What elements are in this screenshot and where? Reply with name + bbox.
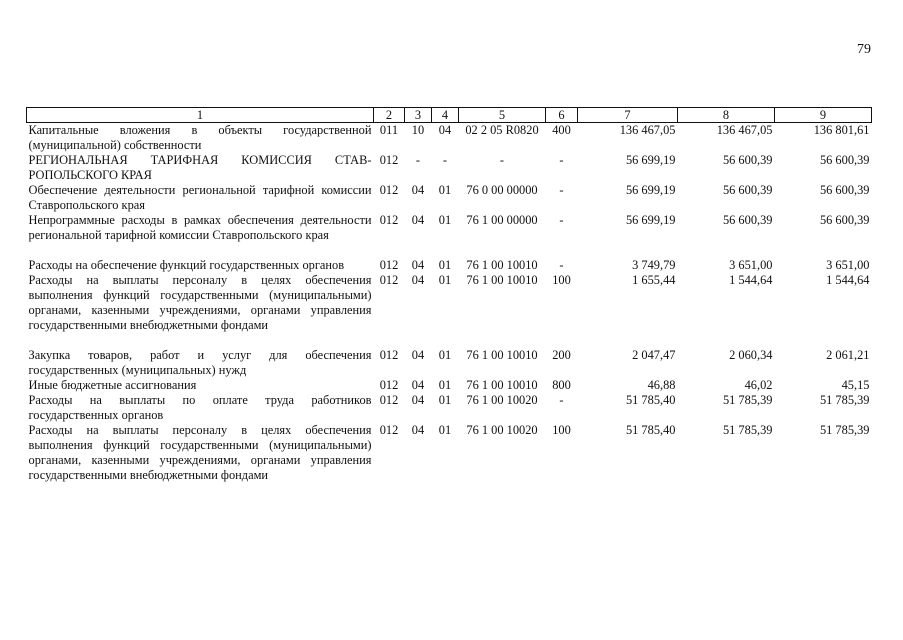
row-col8: 46,02	[744, 378, 773, 392]
row-col5: 76 1 00 10020	[466, 423, 538, 437]
row-col4: 01	[438, 183, 452, 197]
row-name: Непрограммные расходы в рамках обеспечения деятельности региональной тарифной комиссии Ставропольского края	[28, 213, 372, 242]
row-col7: 46,88	[647, 378, 676, 392]
row-col6: -	[559, 258, 564, 272]
row-col8: 136 467,05	[716, 123, 773, 137]
table-row	[27, 153, 872, 183]
row-col2: 011	[379, 123, 399, 137]
table-row	[27, 378, 872, 393]
row-col9: 56 600,39	[819, 153, 870, 167]
row-col3: 10	[411, 123, 425, 137]
row-col9: 56 600,39	[819, 183, 870, 197]
row-name: Закупка товаров, работ и услуг для обеспечения государственных (муниципальных) нужд	[28, 348, 372, 377]
row-name: Расходы на обеспечение функций государственных органов	[28, 258, 345, 272]
row-col7: 56 699,19	[625, 213, 676, 227]
row-col7: 51 785,40	[625, 393, 676, 407]
row-col3: 04	[411, 423, 425, 437]
col-header-1: 1	[27, 108, 374, 123]
row-col2: 012	[379, 348, 399, 362]
row-col9: 45,15	[841, 378, 870, 392]
row-col8: 56 600,39	[722, 153, 773, 167]
row-col2: 012	[379, 393, 399, 407]
row-spacer	[27, 243, 872, 258]
row-col2: 012	[379, 273, 399, 287]
row-col4: -	[442, 153, 448, 167]
row-col3: 04	[411, 393, 425, 407]
row-col9: 51 785,39	[819, 393, 870, 407]
row-col3: 04	[411, 213, 425, 227]
col-header-5: 5	[459, 108, 546, 123]
row-col7: 51 785,40	[625, 423, 676, 437]
row-col5: 76 0 00 00000	[466, 183, 538, 197]
col-header-6: 6	[546, 108, 578, 123]
row-name: Капитальные вложения в объекты государственной (муниципальной) собственности	[28, 123, 372, 152]
row-col4: 01	[438, 393, 452, 407]
row-col4: 01	[438, 258, 452, 272]
row-col8: 3 651,00	[729, 258, 773, 272]
row-col5: 76 1 00 10010	[466, 378, 538, 392]
row-name: Расходы на выплаты по оплате труда работников государственных органов	[28, 393, 372, 422]
row-col7: 2 047,47	[632, 348, 676, 362]
row-col4: 04	[438, 123, 452, 137]
page-number: 79	[857, 42, 871, 57]
row-col7: 56 699,19	[625, 153, 676, 167]
row-col8: 2 060,34	[729, 348, 773, 362]
table-row	[27, 273, 872, 333]
row-col9: 51 785,39	[819, 423, 870, 437]
row-name: Расходы на выплаты персоналу в целях обеспечения выполнения функций государственными (муниципальными) органами, казенными учреждениями, органами управления государственными внебюджетными фондами	[28, 423, 372, 482]
budget-table	[26, 107, 872, 483]
row-name: Расходы на выплаты персоналу в целях обеспечения выполнения функций государственными (муниципальными) органами, казенными учреждениями, органами управления государственными внебюджетными фондами	[28, 273, 372, 332]
row-col7: 3 749,79	[632, 258, 676, 272]
row-col4: 01	[438, 423, 452, 437]
row-col9: 1 544,64	[826, 273, 870, 287]
row-col2: 012	[379, 258, 399, 272]
row-col4: 01	[438, 273, 452, 287]
row-col6: 800	[552, 378, 571, 392]
row-col4: 01	[438, 378, 452, 392]
row-col3: 04	[411, 258, 425, 272]
row-name: Обеспечение деятельности региональной тарифной комиссии Ставропольского края	[28, 183, 372, 212]
row-col4: 01	[438, 348, 452, 362]
row-col5: -	[499, 153, 505, 167]
table-row	[27, 213, 872, 243]
row-col6: 400	[552, 123, 571, 137]
row-col8: 51 785,39	[722, 423, 773, 437]
row-col6: 200	[552, 348, 571, 362]
col-header-7: 7	[578, 108, 678, 123]
table-row	[27, 183, 872, 213]
header-row	[27, 108, 872, 123]
row-col6: 100	[552, 423, 571, 437]
row-col6: -	[559, 393, 564, 407]
row-col8: 51 785,39	[722, 393, 773, 407]
table-row	[27, 423, 872, 483]
col-header-8: 8	[678, 108, 775, 123]
row-col5: 76 1 00 10010	[466, 258, 538, 272]
row-col7: 136 467,05	[619, 123, 676, 137]
row-col9: 3 651,00	[826, 258, 870, 272]
row-col5: 76 1 00 10010	[466, 348, 538, 362]
row-col2: 012	[379, 423, 399, 437]
row-col9: 2 061,21	[826, 348, 870, 362]
row-col6: 100	[552, 273, 571, 287]
row-col3: 04	[411, 348, 425, 362]
row-col9: 136 801,61	[813, 123, 870, 137]
col-header-9: 9	[775, 108, 872, 123]
row-col8: 1 544,64	[729, 273, 773, 287]
col-header-2: 2	[374, 108, 405, 123]
row-col5: 02 2 05 R0820	[465, 123, 539, 137]
row-col6: -	[559, 183, 564, 197]
table-row	[27, 393, 872, 423]
table-row	[27, 258, 872, 273]
row-col7: 56 699,19	[625, 183, 676, 197]
row-col4: 01	[438, 213, 452, 227]
row-col6: -	[559, 213, 564, 227]
row-col5: 76 1 00 10020	[466, 393, 538, 407]
row-spacer	[27, 333, 872, 348]
col-header-3: 3	[405, 108, 432, 123]
row-col8: 56 600,39	[722, 213, 773, 227]
row-col2: 012	[379, 213, 399, 227]
row-col5: 76 1 00 00000	[466, 213, 538, 227]
row-col3: 04	[411, 183, 425, 197]
row-name: РЕГИОНАЛЬНАЯ ТАРИФНАЯ КОМИССИЯ СТАВ-РОПОЛЬСКОГО КРАЯ	[28, 153, 372, 182]
row-col3: -	[415, 153, 421, 167]
row-col5: 76 1 00 10010	[466, 273, 538, 287]
row-col3: 04	[411, 273, 425, 287]
row-col9: 56 600,39	[819, 213, 870, 227]
row-col2: 012	[379, 378, 399, 392]
row-col3: 04	[411, 378, 425, 392]
row-col2: 012	[379, 153, 399, 167]
row-name: Иные бюджетные ассигнования	[28, 378, 197, 392]
col-header-4: 4	[432, 108, 459, 123]
table-row	[27, 123, 872, 154]
row-col2: 012	[379, 183, 399, 197]
row-col7: 1 655,44	[632, 273, 676, 287]
row-col8: 56 600,39	[722, 183, 773, 197]
table-row	[27, 348, 872, 378]
row-col6: -	[559, 153, 564, 167]
